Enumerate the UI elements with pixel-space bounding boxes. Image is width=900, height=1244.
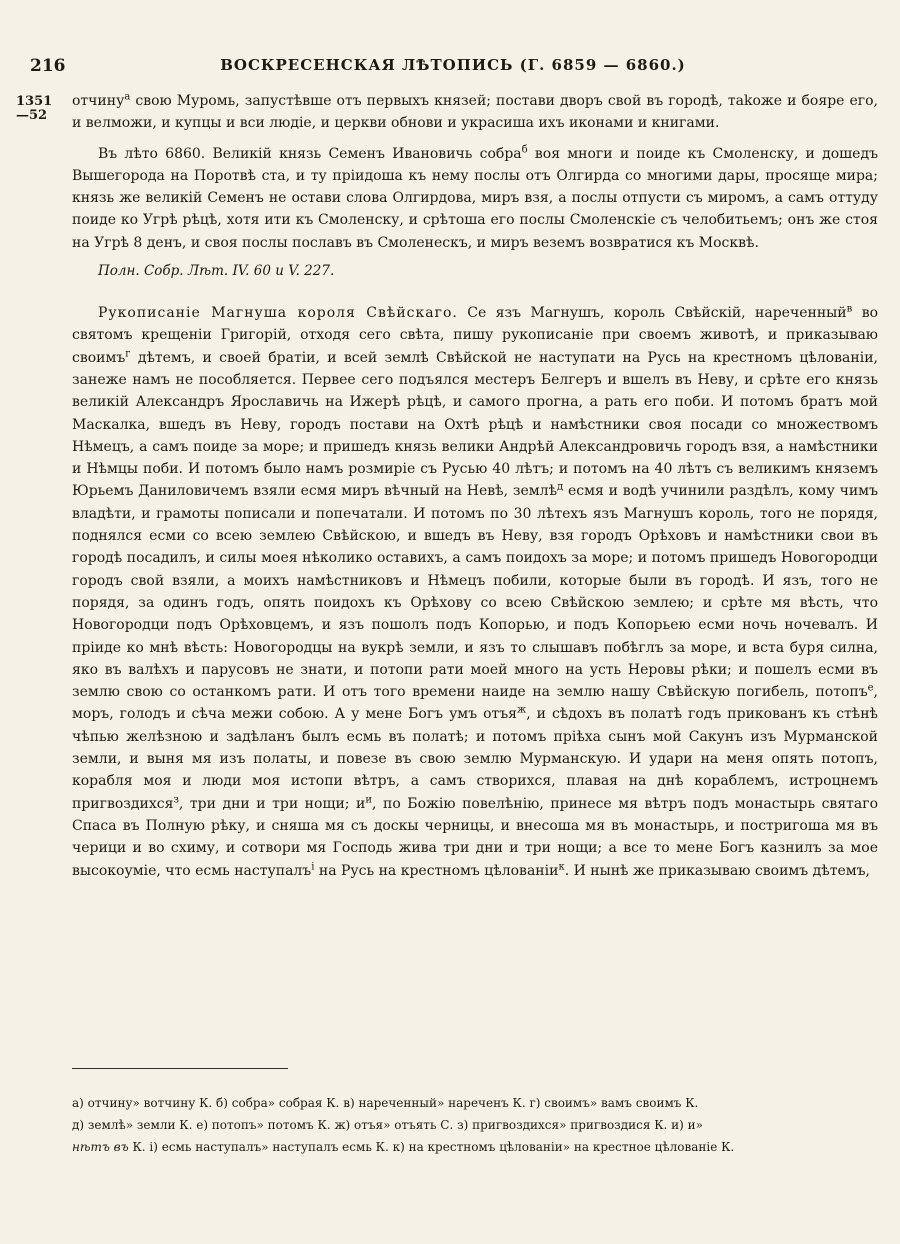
page-number: 216	[30, 56, 66, 76]
p3-part-b: во святомъ крещеніи Григорій, отходя сего свѣта, пишу рукописаніе при своемъ животѣ, и приказываю своимъ	[72, 305, 879, 366]
paragraph-2	[72, 143, 878, 254]
p3-part-a: Се язъ Магнушъ, король Свѣйскій, нареченный	[457, 305, 847, 322]
note-marker-i2: і	[311, 860, 315, 872]
note-marker-z: з	[173, 793, 179, 805]
note-marker-i: и	[365, 793, 373, 805]
note-marker-zh: ж	[517, 704, 527, 716]
note-marker-e: е	[867, 682, 874, 694]
footnote-divider	[72, 1068, 288, 1069]
running-title: ВОСКРЕСЕНСКАЯ ЛѢТОПИСЬ (Г. 6859 — 6860.)	[220, 56, 686, 74]
note-marker-d: д	[557, 481, 564, 493]
note-marker-b: б	[521, 143, 528, 155]
p3-part-h: , по Божію повелѣнію, принесе мя вѣтръ подъ монастырь святаго Спаса въ Полную рѣку, и сняша мя съ доскы черницы, и внесоша мя въ монастырь, и постригоша мя въ черици и во схиму, и сотвори мя Господь жива три дни и три нощи; а все то мене Богъ казнилъ за мое высокоуміе, что есмь наступалъ	[72, 795, 879, 879]
main-text	[72, 90, 878, 882]
note-marker-a: а	[124, 91, 131, 103]
p1-rest: свою Муромь, запустѣвше отъ первыхъ князей; постави дворъ свой въ городѣ, таkоже и бояре его, и велможи, и купцы и вси людіе, и церкви обнови и украсиша ихъ иконами и книгами.	[72, 93, 878, 132]
p3-part-g: , три дни и три нощи; и	[178, 795, 366, 812]
page-header	[30, 56, 876, 82]
footnote-line-3-rest: К. і) есмь наступалъ» наступалъ есмь К. к) на крестномъ цѣлованіи» на крестное цѣлованіе К.	[128, 1140, 735, 1154]
footnote-line-3	[72, 1136, 878, 1158]
p3-part-d: есмя и водѣ учинили раздѣлъ, кому чимъ владѣти, и грамоты пописали и попечатали. И потомъ по 30 лѣтехъ язъ Магнушъ король, того не порядя, поднялся есми со всею землею Свѣйскою, и вшедъ въ Неву, взя городъ Орѣховъ и намѣстники свои въ городѣ посадилъ, и силы моея нѣколико оставихъ, а самъ поидохъ за море; и потомъ пришедъ Новогородци городъ свой взяли, а моихъ намѣстниковъ и Нѣмецъ побили, которые были въ городѣ. И язъ, того не порядя, за одинъ годъ, опять поидохъ къ Орѣхову со всею Свѣйскою землею; и срѣте мя вѣсть, что Новогородци подъ Орѣховцемъ, и язъ пошолъ подъ Копорью, и подъ Копорьею есми ночь ночевалъ. И пріиде ко мнѣ вѣсть: Новогородцы на вукрѣ земли, и язъ то слышавъ побѣглъ за море, и вста буря силна, яко въ валѣхъ и парусовъ не знати, и потопи рати моей много на усть Неровы рѣки; и пошелъ есми въ землю свою со останкомъ рати. И отъ того времени наиде на землю нашу Свѣйскую погибель, потопъ	[72, 483, 878, 701]
note-marker-v: в	[846, 303, 853, 315]
footnote-line-2: д) землѣ» земли К. е) потопъ» потомъ К. ж) отъя» отъять С. з) пригвоздихся» пригвоздися К. и) и»	[72, 1118, 703, 1132]
p1-text: отчину	[72, 93, 125, 109]
p3-part-j: . И нынѣ же приказываю своимъ дѣтемъ,	[564, 862, 870, 879]
footnotes	[72, 1092, 878, 1158]
source-citation: Полн. Собр. Лѣт. IV. 60 и V. 227.	[98, 263, 335, 280]
document-title: Рукописаніе Магнуша короля Свѣйскаго.	[98, 305, 458, 322]
p2-rest: воя многи и поиде къ Смоленску, и дошедъ Вышегорода на Поротвѣ ста, и ту пріидоша къ нему послы отъ Олгирда со многими дары, просяще мира; князь же великій Семенъ не остави слова Олгирдова, миръ взя, а послы отпусти съ миромъ, а самъ оттуду поиде ко Угрѣ рѣцѣ, хотя ити къ Смоленску, и срѣтоша его послы Смоленскіе съ челобитьемъ; онъ же стоя на Угрѣ 8 денъ, и своя послы пославъ въ Смоленескъ, и миръ веземъ возвратися къ Москвѣ.	[72, 145, 878, 251]
paragraph-3	[72, 302, 878, 882]
margin-year-bottom: —52	[16, 108, 48, 123]
p3-part-c: дѣтемъ, и своей братіи, и всей землѣ Свѣйской не наступати на Русь на крестномъ цѣлованіи, занеже намъ не пособляется. Первее сего подъялся местеръ Белгеръ и вшелъ въ Неву, и срѣте его князь великій Александръ Ярославичь на Ижерѣ рѣцѣ, и самого прогна, а рать его поби. И потомъ братъ мой Маскалка, вшедъ въ Неву, городъ постави на Охтѣ рѣцѣ и намѣстники своя посади со множествомъ Нѣмецъ, а самъ поиде за море; и пришедъ князь велики Андрѣй Александровичь городъ взя, а намѣстники и Нѣмцы поби. И потомъ было намъ розмиріе съ Русью 40 лѣтъ; и потомъ на 40 лѣтъ съ великимъ княземъ Юрьемъ Даниловичемъ взяли есмя миръ вѣчный на Невѣ, землѣ	[72, 349, 878, 500]
p3-part-i: на Русь на крестномъ цѣлованіи	[314, 862, 559, 879]
footnote-italic: нѣтъ въ	[72, 1140, 129, 1154]
note-marker-k: к	[558, 860, 565, 872]
p2-text: Въ лѣто 6860. Великій князь Семенъ Ивановичь собра	[98, 145, 522, 162]
note-marker-g: г	[125, 348, 131, 360]
p3-part-f: , и сѣдохъ въ полатѣ годъ прикованъ къ стѣнѣ чѣпью желѣзною и задѣланъ былъ есмь въ полатѣ; и потомъ пріѣха сынъ мой Сакунъ изъ Мурманской земли, и выня мя изъ полаты, и повезе въ свою землю Мурманскую. И удари на меня опять потопъ, корабля моя и люди моя истопи вѣтръ, а самъ створихся, плавая на днѣ кораблемъ, истроцнемъ пригвоздихся	[72, 706, 878, 812]
footnote-line-1: а) отчину» вотчину К. б) собра» собрая К. в) нареченный» нареченъ К. г) своимъ» вамъ своимъ К.	[72, 1096, 699, 1110]
paragraph-1	[72, 90, 878, 135]
spacer	[72, 288, 878, 302]
margin-year-top: 1351	[16, 94, 53, 109]
p3-part-e: , моръ, голодъ и сѣча межи собою. А у мене Богъ умъ отъя	[72, 684, 878, 723]
